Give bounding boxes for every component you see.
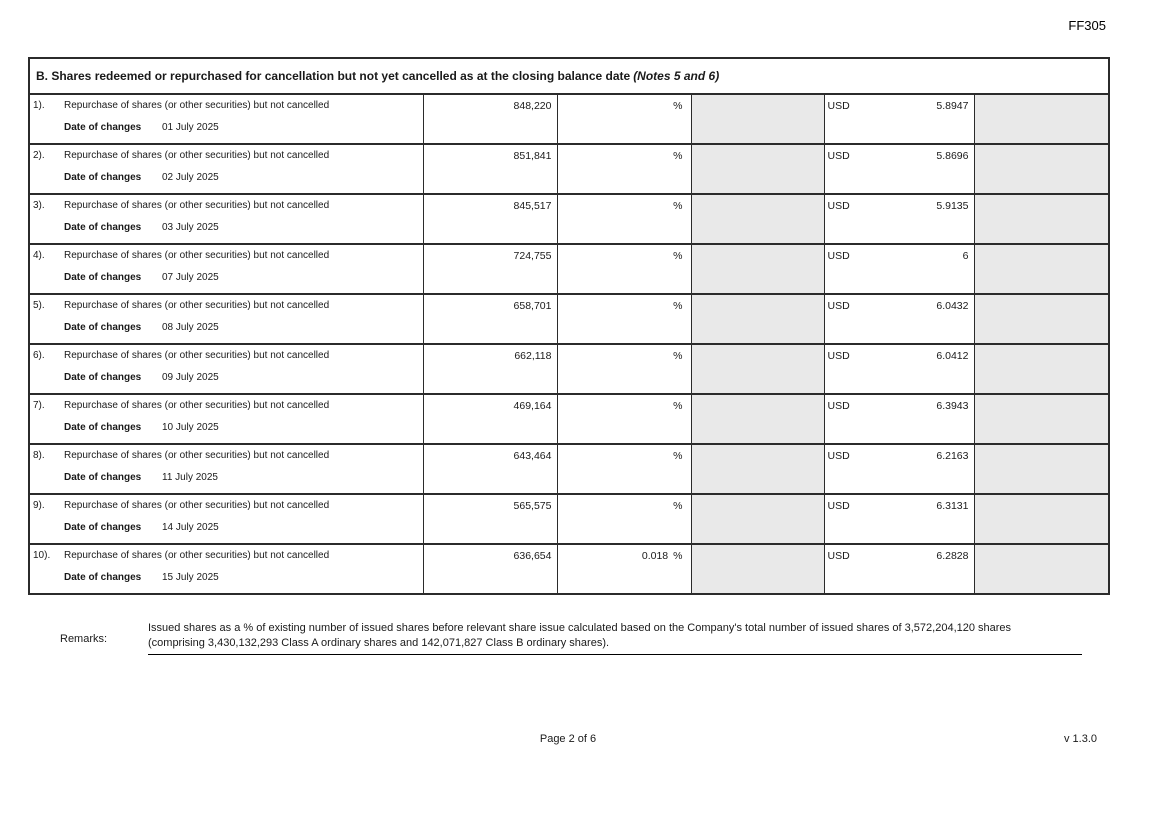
description-line xyxy=(33,350,419,361)
table-row xyxy=(29,94,1109,144)
percent-cell xyxy=(557,444,691,494)
description-line xyxy=(33,450,419,461)
price-cell xyxy=(824,394,974,444)
date-of-changes-label: Date of changes xyxy=(64,522,142,533)
price-cell xyxy=(824,294,974,344)
shaded-cell xyxy=(974,94,1109,144)
form-code: FF305 xyxy=(1068,18,1106,33)
currency-code: USD xyxy=(827,450,850,462)
row-index: 3). xyxy=(33,200,45,211)
currency-code: USD xyxy=(827,200,850,212)
percent-symbol: % xyxy=(673,250,683,262)
table-row xyxy=(29,444,1109,494)
row-description: Repurchase of shares (or other securities) but not cancelled xyxy=(64,350,330,361)
description-line xyxy=(33,550,419,561)
section-b-title-main: B. Shares redeemed or repurchased for cancellation but not yet cancelled as at the closing balance date xyxy=(36,69,631,83)
row-description: Repurchase of shares (or other securities) but not cancelled xyxy=(64,450,330,461)
percent-symbol: % xyxy=(673,550,683,562)
price-cell xyxy=(824,144,974,194)
price-cell xyxy=(824,494,974,544)
shaded-cell xyxy=(691,344,824,394)
description-cell xyxy=(29,444,423,494)
description-cell xyxy=(29,344,423,394)
currency-code: USD xyxy=(827,350,850,362)
percent-symbol: % xyxy=(673,150,683,162)
date-of-changes-value: 07 July 2025 xyxy=(162,272,219,283)
description-line xyxy=(33,100,419,111)
row-index: 6). xyxy=(33,350,45,361)
row-index: 1). xyxy=(33,100,45,111)
date-of-changes-value: 09 July 2025 xyxy=(162,372,219,383)
shares-count-cell: 643,464 xyxy=(423,444,557,494)
date-line xyxy=(64,372,419,383)
date-of-changes-value: 08 July 2025 xyxy=(162,322,219,333)
shaded-cell xyxy=(691,94,824,144)
date-line xyxy=(64,122,419,133)
price-value: 5.9135 xyxy=(936,200,969,212)
table-row xyxy=(29,544,1109,594)
row-description: Repurchase of shares (or other securities) but not cancelled xyxy=(64,300,330,311)
shares-count-cell: 848,220 xyxy=(423,94,557,144)
shares-count-cell: 851,841 xyxy=(423,144,557,194)
currency-code: USD xyxy=(827,100,850,112)
table-row xyxy=(29,244,1109,294)
shares-count-cell: 565,575 xyxy=(423,494,557,544)
price-value: 6.0432 xyxy=(936,300,969,312)
remarks-label: Remarks: xyxy=(60,633,108,645)
price-value: 6.3943 xyxy=(936,400,969,412)
shaded-cell xyxy=(691,494,824,544)
table-row xyxy=(29,194,1109,244)
date-line xyxy=(64,522,419,533)
currency-code: USD xyxy=(827,400,850,412)
shares-count-cell: 658,701 xyxy=(423,294,557,344)
row-index: 9). xyxy=(33,500,45,511)
shaded-cell xyxy=(691,244,824,294)
currency-code: USD xyxy=(827,550,850,562)
description-line xyxy=(33,200,419,211)
shaded-cell xyxy=(974,494,1109,544)
row-index: 7). xyxy=(33,400,45,411)
percent-cell xyxy=(557,194,691,244)
currency-code: USD xyxy=(827,150,850,162)
description-line xyxy=(33,500,419,511)
description-line xyxy=(33,300,419,311)
percent-symbol: % xyxy=(673,400,683,412)
row-index: 4). xyxy=(33,250,45,261)
shaded-cell xyxy=(691,144,824,194)
date-of-changes-value: 01 July 2025 xyxy=(162,122,219,133)
remarks-field xyxy=(148,621,1082,655)
shaded-cell xyxy=(691,544,824,594)
description-cell xyxy=(29,94,423,144)
date-line xyxy=(64,422,419,433)
table-row xyxy=(29,394,1109,444)
version-label: v 1.3.0 xyxy=(1063,733,1097,745)
section-b-title-notes: (Notes 5 and 6) xyxy=(633,69,720,83)
price-cell xyxy=(824,194,974,244)
row-description: Repurchase of shares (or other securities) but not cancelled xyxy=(64,100,330,111)
date-of-changes-value: 14 July 2025 xyxy=(162,522,219,533)
percent-symbol: % xyxy=(673,350,683,362)
description-cell xyxy=(29,544,423,594)
description-cell xyxy=(29,194,423,244)
row-description: Repurchase of shares (or other securities) but not cancelled xyxy=(64,150,330,161)
shaded-cell xyxy=(974,444,1109,494)
date-of-changes-label: Date of changes xyxy=(64,122,142,133)
percent-symbol: % xyxy=(673,100,683,112)
description-line xyxy=(33,400,419,411)
date-line xyxy=(64,272,419,283)
date-of-changes-label: Date of changes xyxy=(64,222,142,233)
shares-count-cell: 845,517 xyxy=(423,194,557,244)
description-cell xyxy=(29,144,423,194)
price-value: 5.8696 xyxy=(936,150,969,162)
date-of-changes-value: 15 July 2025 xyxy=(162,572,219,583)
date-of-changes-label: Date of changes xyxy=(64,572,142,583)
price-value: 6.2163 xyxy=(936,450,969,462)
repurchase-rows xyxy=(29,94,1109,594)
shares-count-cell: 469,164 xyxy=(423,394,557,444)
page-indicator: Page 2 of 6 xyxy=(539,733,597,745)
percent-symbol: % xyxy=(673,450,683,462)
price-value: 6 xyxy=(962,250,969,262)
currency-code: USD xyxy=(827,250,850,262)
shaded-cell xyxy=(974,144,1109,194)
price-value: 6.3131 xyxy=(936,500,969,512)
shares-count-cell: 724,755 xyxy=(423,244,557,294)
percent-cell xyxy=(557,494,691,544)
price-cell xyxy=(824,244,974,294)
date-of-changes-value: 10 July 2025 xyxy=(162,422,219,433)
table-row xyxy=(29,294,1109,344)
date-line xyxy=(64,222,419,233)
shaded-cell xyxy=(974,244,1109,294)
shaded-cell xyxy=(691,194,824,244)
row-index: 2). xyxy=(33,150,45,161)
date-of-changes-label: Date of changes xyxy=(64,322,142,333)
price-cell xyxy=(824,344,974,394)
price-cell xyxy=(824,544,974,594)
date-of-changes-value: 11 July 2025 xyxy=(162,472,218,483)
row-description: Repurchase of shares (or other securities) but not cancelled xyxy=(64,400,330,411)
date-of-changes-value: 03 July 2025 xyxy=(162,222,219,233)
percent-symbol: % xyxy=(673,200,683,212)
date-of-changes-label: Date of changes xyxy=(64,422,142,433)
shaded-cell xyxy=(974,344,1109,394)
row-description: Repurchase of shares (or other securities) but not cancelled xyxy=(64,550,330,561)
shares-count-cell: 662,118 xyxy=(423,344,557,394)
section-b-table xyxy=(28,57,1110,595)
row-description: Repurchase of shares (or other securities) but not cancelled xyxy=(64,250,330,261)
date-of-changes-label: Date of changes xyxy=(64,172,142,183)
percent-cell xyxy=(557,94,691,144)
price-cell xyxy=(824,444,974,494)
description-cell xyxy=(29,494,423,544)
section-b-header-row xyxy=(29,58,1109,94)
date-of-changes-value: 02 July 2025 xyxy=(162,172,219,183)
price-cell xyxy=(824,94,974,144)
shaded-cell xyxy=(974,194,1109,244)
date-line xyxy=(64,572,419,583)
percent-cell xyxy=(557,544,691,594)
date-of-changes-label: Date of changes xyxy=(64,472,142,483)
date-of-changes-label: Date of changes xyxy=(64,272,142,283)
row-index: 5). xyxy=(33,300,45,311)
table-row xyxy=(29,144,1109,194)
percent-value: 0.018 xyxy=(641,550,669,562)
shaded-cell xyxy=(691,394,824,444)
row-index: 8). xyxy=(33,450,45,461)
price-value: 5.8947 xyxy=(936,100,969,112)
shaded-cell xyxy=(974,544,1109,594)
percent-cell xyxy=(557,344,691,394)
percent-symbol: % xyxy=(673,300,683,312)
date-of-changes-label: Date of changes xyxy=(64,372,142,383)
description-cell xyxy=(29,294,423,344)
date-line xyxy=(64,472,419,483)
shaded-cell xyxy=(691,294,824,344)
description-cell xyxy=(29,394,423,444)
percent-cell xyxy=(557,144,691,194)
currency-code: USD xyxy=(827,300,850,312)
percent-cell xyxy=(557,244,691,294)
section-b-title xyxy=(29,58,1109,94)
shaded-cell xyxy=(974,294,1109,344)
shaded-cell xyxy=(974,394,1109,444)
row-index: 10). xyxy=(33,550,51,561)
shares-count-cell: 636,654 xyxy=(423,544,557,594)
price-value: 6.0412 xyxy=(936,350,969,362)
table-row xyxy=(29,494,1109,544)
price-value: 6.2828 xyxy=(936,550,969,562)
percent-symbol: % xyxy=(673,500,683,512)
shaded-cell xyxy=(691,444,824,494)
row-description: Repurchase of shares (or other securities) but not cancelled xyxy=(64,200,330,211)
date-line xyxy=(64,172,419,183)
description-cell xyxy=(29,244,423,294)
description-line xyxy=(33,150,419,161)
percent-cell xyxy=(557,394,691,444)
row-description: Repurchase of shares (or other securities) but not cancelled xyxy=(64,500,330,511)
table-row xyxy=(29,344,1109,394)
date-line xyxy=(64,322,419,333)
description-line xyxy=(33,250,419,261)
percent-cell xyxy=(557,294,691,344)
currency-code: USD xyxy=(827,500,850,512)
remarks-text: Issued shares as a % of existing number of issued shares before relevant share issue calculated based on the Company's total number of issued shares of 3,572,204,120 shares (comprising 3,430,132,293 Class A ordinary shares and 142,071,827 Class B ordinary shares). xyxy=(148,622,1012,649)
